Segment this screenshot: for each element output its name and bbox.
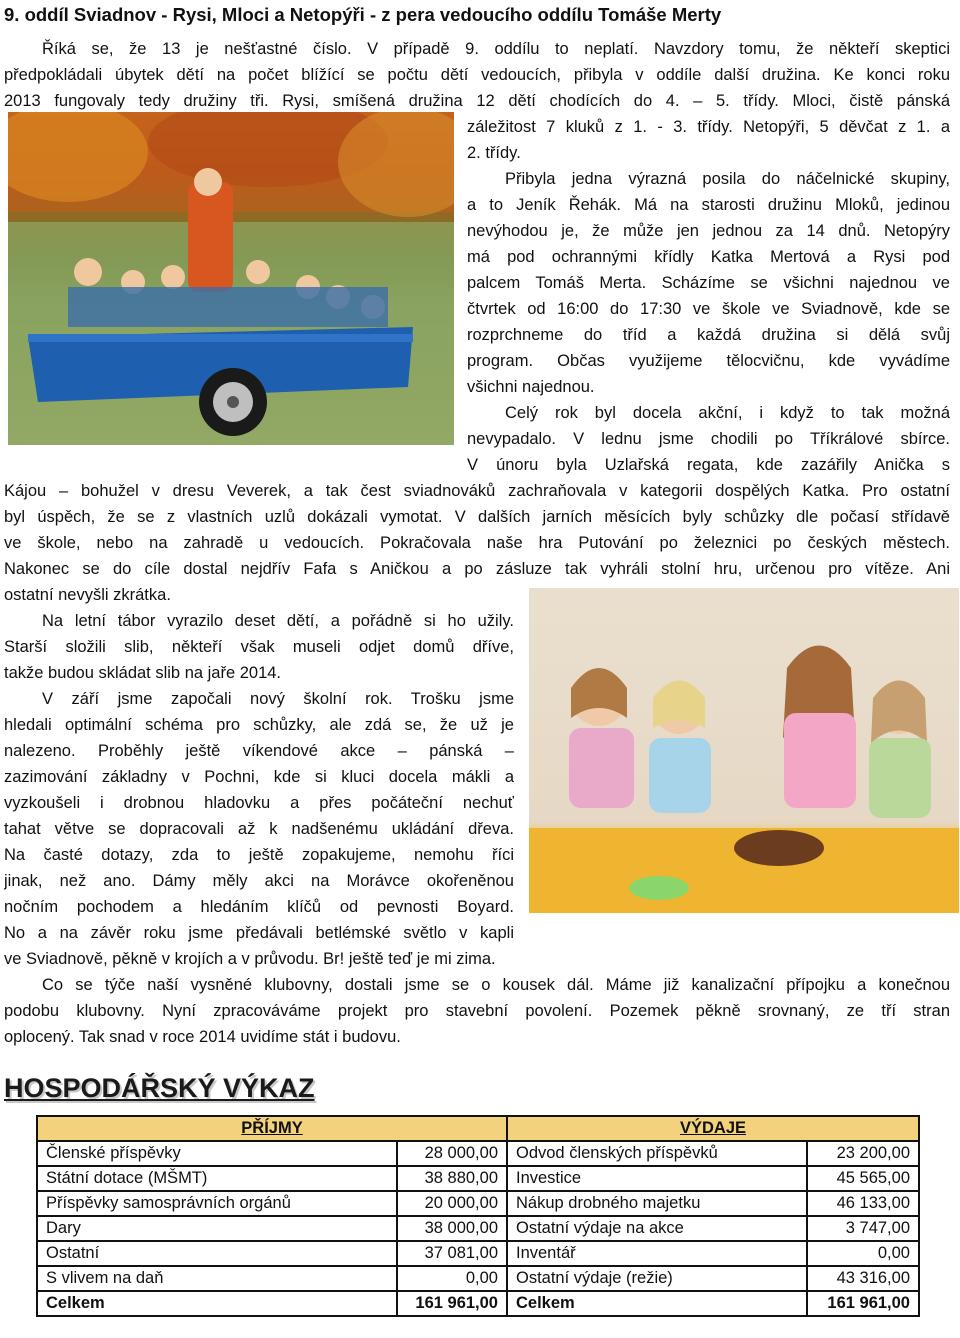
text-line: a to Jeník Řehák. Má na starosti družinu Mloků, jedinou <box>467 196 950 214</box>
income-label: Ostatní <box>37 1241 397 1266</box>
text-line: hledali optimální schéma pro schůzky, ale zdá se, že už je <box>4 716 514 734</box>
text-line: program. Občas využijeme tělocvičnu, kde vyvádíme <box>467 352 950 370</box>
expense-label: Ostatní výdaje (režie) <box>507 1266 807 1291</box>
text-line: ve Sviadnově, pěkně v krojích a v průvodu. Br! ještě teď je mi zima. <box>4 950 496 968</box>
expense-label: Odvod členských příspěvků <box>507 1141 807 1166</box>
income-label: Dary <box>37 1216 397 1241</box>
income-total-value: 161 961,00 <box>397 1291 507 1316</box>
text-line: vyzkoušeli i drobnou hladovku a přes počáteční nechuť <box>4 794 514 812</box>
text-line: ostatní nevyšli zkrátka. <box>4 586 171 604</box>
text-line: nalezeno. Proběhly ještě víkendové akce – pánská – <box>4 742 514 760</box>
text-line: Na letní tábor vyrazilo deset dětí, a pořádně si ho užily. <box>42 612 514 630</box>
expense-value: 46 133,00 <box>807 1191 919 1216</box>
expense-value: 23 200,00 <box>807 1141 919 1166</box>
photo-children-on-trailer <box>8 112 454 445</box>
expense-header: VÝDAJE <box>507 1116 919 1141</box>
text-line: tahat větve se dopracovali až k nadšenému ukládání dřeva. <box>4 820 514 838</box>
income-label: Státní dotace (MŠMT) <box>37 1166 397 1191</box>
text-line: Co se týče naší vysněné klubovny, dostali jsme se o kousek dál. Máme již kanalizační přípojku a konečnou <box>42 976 950 994</box>
text-line: ve škole, nebo na zahradě u vedoucích. Pokračovala naše hra Putování po železnici po českých městech. <box>4 534 950 552</box>
text-line: Přibyla jedna výrazná posila do náčelnické skupiny, <box>505 170 950 188</box>
text-line: všichni najednou. <box>467 378 595 396</box>
text-line: má pod ochrannými křídly Katka Mertová a Rysi pod <box>467 248 950 266</box>
text-line: jinak, než ano. Dámy měly akci na Morávce okořeněnou <box>4 872 514 890</box>
text-line: byl úspěch, že se z vlastních uzlů dokázali vymotat. V dalších jarních měsících byly schůzky dle počasí střídavě <box>4 508 950 526</box>
article-title: 9. oddíl Sviadnov - Rysi, Mloci a Netopýři - z pera vedoucího oddílu Tomáše Merty <box>4 4 722 25</box>
table-row <box>37 1216 919 1241</box>
income-label: Členské příspěvky <box>37 1141 397 1166</box>
text-line: rozprchneme do tříd a každá družina si dělá svůj <box>467 326 950 344</box>
text-line: předpokládali úbytek dětí na počet blížící se počtu dětí vedoucích, přibyla v oddíle další družina. Ke konci roku <box>4 66 950 84</box>
text-line: nevypadalo. V lednu jsme chodili po Tříkrálové sbírce. <box>467 430 950 448</box>
table-row <box>37 1241 919 1266</box>
text-line: Kájou – bohužel v dresu Veverek, a tak čest sviadnováků zachraňovala v kategorii dospělých Katka. Pro ostatní <box>4 482 950 500</box>
text-line: V únoru byla Uzlařská regata, kde zazářily Anička s <box>467 456 950 474</box>
text-line: palcem Tomáš Merta. Scházíme se všichni najednou ve <box>467 274 950 292</box>
expense-value: 3 747,00 <box>807 1216 919 1241</box>
expense-label: Ostatní výdaje na akce <box>507 1216 807 1241</box>
income-value: 38 880,00 <box>397 1166 507 1191</box>
income-header: PŘÍJMY <box>37 1116 507 1141</box>
text-line: Říká se, že 13 je nešťastné číslo. V případě 9. oddílu to neplatí. Navzdory tomu, že někteří skeptici <box>42 40 950 58</box>
text-line: nevýhodou je, že může jen jednou za 14 dnů. Netopýry <box>467 222 950 240</box>
text-line: 2013 fungovaly tedy družiny tři. Rysi, smíšená družina 12 dětí chodících do 4. – 5. třídy. Mloci, čistě pánská <box>4 92 950 110</box>
text-line: Nakonec se do cíle dostal nejdřív Fafa s Aničkou a po zásluze tak vyhráli stolní hru, určenou pro vítěze. Ani <box>4 560 950 578</box>
table-row <box>37 1191 919 1216</box>
text-line: Na časté dotazy, zda to ještě zopakujeme, nemohu říci <box>4 846 514 864</box>
income-label: Příspěvky samosprávních orgánů <box>37 1191 397 1216</box>
expense-value: 43 316,00 <box>807 1266 919 1291</box>
table-row <box>37 1141 919 1166</box>
expense-label: Nákup drobného majetku <box>507 1191 807 1216</box>
income-value: 20 000,00 <box>397 1191 507 1216</box>
table-row <box>37 1166 919 1191</box>
income-value: 37 081,00 <box>397 1241 507 1266</box>
text-line: záležitost 7 kluků z 1. - 3. třídy. Netopýři, 5 děvčat z 1. a <box>467 118 950 136</box>
table-header-row <box>37 1116 919 1141</box>
text-line: Starší složili slib, někteří však museli odjet domů dříve, <box>4 638 514 656</box>
income-label: S vlivem na daň <box>37 1266 397 1291</box>
text-line: zazimování základny v Pochni, kde si kluci docela mákli a <box>4 768 514 786</box>
income-value: 28 000,00 <box>397 1141 507 1166</box>
text-line: nočním pochodem a hledáním klíčů od pevnosti Boyard. <box>4 898 514 916</box>
expense-label: Investice <box>507 1166 807 1191</box>
text-line: Celý rok byl docela akční, i když to tak možná <box>505 404 950 422</box>
text-line: V září jsme započali nový školní rok. Trošku jsme <box>42 690 514 708</box>
text-line: čtvrtek od 16:00 do 17:30 ve škole ve Sviadnově, kde se <box>467 300 950 318</box>
section-heading: HOSPODÁŘSKÝ VÝKAZ <box>4 1073 315 1103</box>
income-value: 38 000,00 <box>397 1216 507 1241</box>
income-total-label: Celkem <box>37 1291 397 1316</box>
text-line: takže budou skládat slib na jaře 2014. <box>4 664 282 682</box>
text-line: podobu klubovny. Nyní zpracováváme projekt pro stavební povolení. Pozemek pěkně srovnaný, ze tří stran <box>4 1002 950 1020</box>
expense-total-value: 161 961,00 <box>807 1291 919 1316</box>
income-value: 0,00 <box>397 1266 507 1291</box>
expense-value: 0,00 <box>807 1241 919 1266</box>
expense-label: Inventář <box>507 1241 807 1266</box>
table-row <box>37 1266 919 1291</box>
photo-four-girls <box>529 588 959 913</box>
expense-total-label: Celkem <box>507 1291 807 1316</box>
text-line: oplocený. Tak snad v roce 2014 uvidíme stát i budovu. <box>4 1028 401 1046</box>
text-line: No a na závěr roku jsme předávali betlémské světlo v kapli <box>4 924 514 942</box>
financial-statement-table <box>36 1115 920 1317</box>
expense-value: 45 565,00 <box>807 1166 919 1191</box>
table-total-row <box>37 1291 919 1316</box>
text-line: 2. třídy. <box>467 144 521 162</box>
